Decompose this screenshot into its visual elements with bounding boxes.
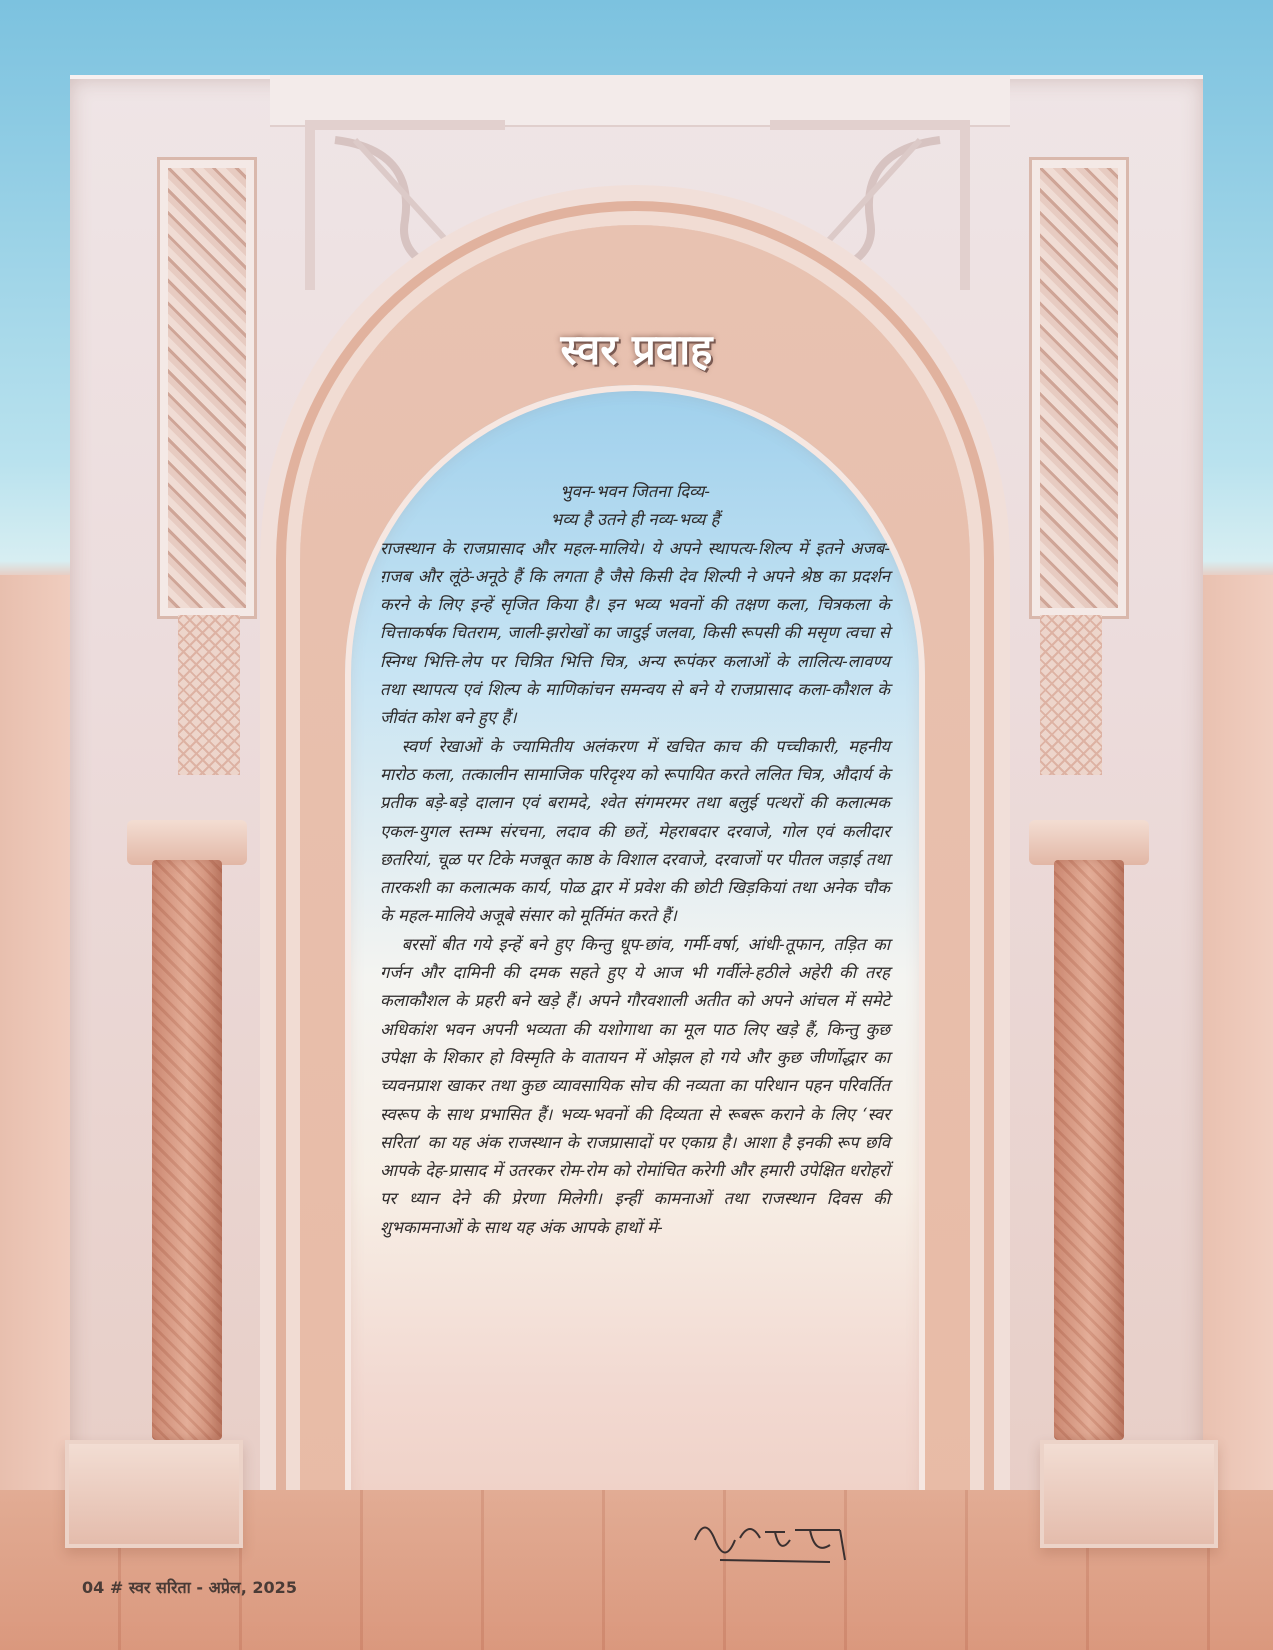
right-mesh-panel bbox=[1040, 615, 1102, 775]
right-column-capital bbox=[1029, 820, 1149, 865]
left-column-base bbox=[65, 1440, 243, 1548]
paragraph-2: स्वर्ण रेखाओं के ज्यामितीय अलंकरण में खचित काच की पच्चीकारी, महनीय मारोठ कला, तत्कालीन सामाजिक परिदृश्य को रूपायित करते ललित चित्र, औदार्य के प्रतीक बड़े-बड़े दालान एवं बरामदे, श्वेत संगमरमर तथा बलुई पत्थरों की कलात्मक एकल-युगल स्तम्भ संरचना, लदाव की छतें, मेहराबदार दरवाजे, गोल एवं कलीदार छतरियां, चूळ पर टिके मजबूत काष्ठ के विशाल दरवाजे, दरवाजों पर पीतल जड़ाई तथा तारकशी का कलात्मक कार्य, पोळ द्वार में प्रवेश की छोटी खिड़कियां तथा अनेक चौक के महल-मालिये अजूबे संसार को मूर्तिमंत करते हैं। bbox=[380, 736, 890, 926]
page-title: स्वर प्रवाह bbox=[560, 325, 713, 374]
left-column-capital bbox=[127, 820, 247, 865]
page-footer: 04 # स्वर सरिता - अप्रेल, 2025 bbox=[82, 1578, 297, 1597]
right-column bbox=[1054, 860, 1124, 1440]
right-lattice-panel bbox=[1032, 160, 1126, 616]
paragraph-3: बरसों बीत गये इन्हें बने हुए किन्तु धूप-छांव, गर्मी-वर्षा, आंधी-तूफान, तड़ित का गर्जन और दामिनी की दमक सहते हुए ये आज भी गर्वीले-हठीले अहेरी की तरह कलाकौशल के प्रहरी बने खड़े हैं। अपने गौरवशाली अतीत को अपने आंचल में समेटे अधिकांश भवन अपनी भव्यता की यशोगाथा का मूल पाठ लिए खड़े हैं, किन्तु कुछ उपेक्षा के शिकार हो विस्मृति के वातायन में ओझल हो गये और कुछ जीर्णोद्धार का च्यवनप्राश खाकर तथा कुछ व्यावसायिक सोच की नव्यता का परिधान पहन परिवर्तित स्वरूप के साथ प्रभासित हैं। भव्य-भवनों की दिव्यता से रूबरू कराने के लिए ‘स्वर सरिता’ का यह अंक राजस्थान के राजप्रासादों पर एकाग्र है। आशा है इनकी रूप छवि आपके देह-प्रासाद में उतरकर रोम-रोम को रोमांचित करेगी और हमारी उपेक्षित धरोहरों पर ध्यान देने की प्रेरणा मिलेगी। इन्हीं कामनाओं तथा राजस्थान दिवस की शुभकामनाओं के साथ यह अंक आपके हाथों में- bbox=[380, 934, 890, 1237]
editor-signature bbox=[690, 1510, 860, 1570]
lead-line-1: भुवन-भवन जितना दिव्य- bbox=[560, 482, 710, 501]
left-lattice-panel bbox=[160, 160, 254, 616]
left-mesh-panel bbox=[178, 615, 240, 775]
paragraph-1: राजस्थान के राजप्रासाद और महल-मालिये। ये अपने स्थापत्य-शिल्प में इतने अजब-ग़जब और लूंठे-अनूठे हैं कि लगता है जैसे किसी देव शिल्पी ने अपने श्रेष्ठ का प्रदर्शन करने के लिए इन्हें सृजित किया है। इन भव्य भवनों की तक्षण कला, चित्रकला के चित्ताकर्षक चितराम, जाली-झरोखों का जादुई जलवा, किसी रूपसी की मसृण त्वचा से स्निग्ध भित्ति-लेप पर चित्रित भित्ति चित्र, अन्य रूपंकर कलाओं के लालित्य-लावण्य तथा स्थापत्य एवं शिल्प के माणिकांचन समन्वय से बने ये राजप्रासाद कला-कौशल के जीवंत कोश बने हुए हैं। bbox=[380, 538, 890, 728]
right-column-base bbox=[1040, 1440, 1218, 1548]
editorial-text bbox=[380, 478, 890, 1242]
left-column bbox=[152, 860, 222, 1440]
lead-line-2: भव्य है उतने ही नव्य-भव्य हैं bbox=[550, 510, 720, 530]
